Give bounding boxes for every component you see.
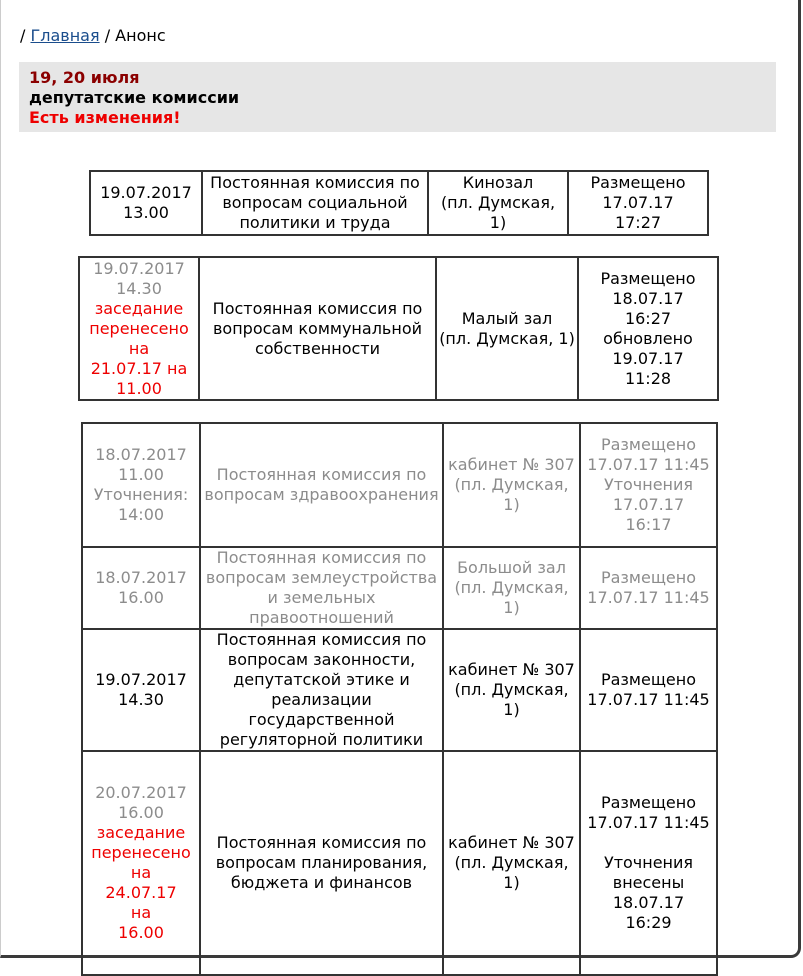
rescheduled-note: заседание	[94, 298, 184, 318]
status-line: внесены	[612, 873, 685, 892]
date-text: 19.07.2017	[93, 258, 185, 278]
status-line: 11:28	[624, 368, 672, 388]
date-cell	[82, 423, 200, 547]
status-spacer	[583, 833, 714, 853]
clarified-time: 14:00	[117, 505, 165, 524]
status-line: Уточнения	[603, 475, 694, 494]
banner-title: депутатские комиссии	[29, 88, 240, 107]
status-line: Размещено	[600, 568, 697, 587]
date-cell	[82, 629, 200, 751]
table-row	[90, 171, 708, 235]
status-line: 17.07.17	[602, 193, 674, 212]
table-row	[82, 751, 717, 975]
commission-cell: Постоянная комиссия по вопросам социальной политики и труда	[202, 171, 428, 235]
clarification-label: Уточнения:	[93, 485, 189, 504]
place-address: (пл. Думская, 1)	[440, 193, 556, 232]
place-cell	[443, 751, 580, 975]
status-line: 19.07.17	[612, 348, 684, 368]
banner-date: 19, 20 июля	[29, 68, 140, 87]
place-cell	[443, 629, 580, 751]
rescheduled-note: заседание	[96, 823, 186, 842]
place-room: кабинет № 307	[448, 833, 575, 852]
place-address: (пл. Думская, 1)	[454, 475, 569, 514]
rescheduled-note: 11.00	[116, 378, 162, 398]
time-text: 13.00	[123, 203, 169, 222]
time-text: 16.00	[118, 588, 164, 607]
status-line: обновлено	[603, 328, 693, 348]
status-line: 17:27	[614, 213, 662, 232]
place-cell	[443, 547, 580, 629]
status-cell	[580, 547, 717, 629]
status-line: 16:27	[624, 308, 672, 328]
place-address: (пл. Думская, 1)	[454, 680, 569, 719]
rescheduled-note: на	[130, 863, 152, 882]
status-line: Размещено	[600, 793, 697, 812]
status-line: 18.07.17	[612, 288, 684, 308]
status-line: 17.07.17 11:45	[587, 588, 710, 607]
place-cell	[436, 257, 578, 400]
status-line: 17.07.17	[612, 495, 685, 514]
time-text: 14.30	[118, 690, 164, 709]
breadcrumb-separator: /	[104, 26, 111, 45]
status-line: 16:29	[625, 913, 672, 932]
date-cell	[79, 257, 199, 400]
date-text: 18.07.2017	[95, 568, 187, 587]
status-line: 18.07.17	[612, 893, 685, 912]
announcement-banner	[19, 62, 776, 132]
commission-cell: Постоянная комиссия по вопросам планирования, бюджета и финансов	[200, 751, 443, 975]
date-text: 19.07.2017	[100, 183, 192, 202]
status-line: 17.07.17 11:45	[587, 813, 710, 832]
status-line: 17.07.17 11:45	[587, 690, 710, 709]
place-address: (пл. Думская, 1)	[454, 853, 569, 892]
place-cell	[428, 171, 568, 235]
schedule-table-2	[78, 256, 719, 401]
status-cell	[568, 171, 708, 235]
status-line: Размещено	[600, 670, 697, 689]
rescheduled-note: на	[130, 903, 152, 922]
table-row	[82, 629, 717, 751]
rescheduled-note: 16.00	[118, 923, 164, 942]
date-cell	[82, 547, 200, 629]
place-room: Малый зал	[461, 308, 553, 328]
time-text: 16.00	[118, 803, 164, 822]
place-room: кабинет № 307	[448, 660, 575, 679]
rescheduled-note: перенесено	[91, 843, 191, 862]
place-address: (пл. Думская, 1)	[454, 578, 569, 617]
status-cell	[580, 751, 717, 975]
commission-cell: Постоянная комиссия по вопросам коммунальной собственности	[199, 257, 436, 400]
status-line: Размещено	[590, 173, 686, 192]
schedule-table-1	[89, 170, 709, 236]
commission-cell: Постоянная комиссия по вопросам землеустройства и земельных правоотношений	[200, 547, 443, 629]
rescheduled-note: 21.07.17 на	[90, 358, 188, 378]
date-text: 20.07.2017	[95, 783, 187, 802]
status-cell	[580, 629, 717, 751]
banner-changes-note: Есть изменения!	[29, 108, 181, 127]
schedule-table-3	[81, 422, 718, 976]
date-text: 18.07.2017	[95, 445, 187, 464]
time-text: 14.30	[116, 278, 162, 298]
place-room: Большой зал	[457, 558, 566, 577]
status-line: Размещено	[600, 435, 697, 454]
status-line: Уточнения	[603, 853, 694, 872]
breadcrumb	[20, 26, 166, 45]
place-address: (пл. Думская, 1)	[439, 328, 575, 348]
status-cell	[578, 257, 718, 400]
rescheduled-note: 24.07.17	[105, 883, 177, 902]
place-cell	[443, 423, 580, 547]
breadcrumb-current: Анонс	[115, 26, 166, 45]
place-room: кабинет № 307	[448, 455, 575, 474]
date-cell	[90, 171, 202, 235]
status-line: 16:17	[625, 515, 672, 534]
rescheduled-note: перенесено на	[89, 318, 189, 358]
table-row	[82, 547, 717, 629]
commission-cell: Постоянная комиссия по вопросам здравоохранения	[200, 423, 443, 547]
commission-cell: Постоянная комиссия по вопросам законности, депутатской этике и реализации государственной регуляторной политики	[200, 629, 443, 751]
breadcrumb-home-link[interactable]: Главная	[30, 26, 100, 45]
table-row	[79, 257, 718, 400]
breadcrumb-separator: /	[20, 26, 26, 45]
table-row	[82, 423, 717, 547]
date-text: 19.07.2017	[95, 670, 187, 689]
status-cell	[580, 423, 717, 547]
date-cell	[82, 751, 200, 975]
place-room: Кинозал	[462, 173, 534, 192]
status-line: Размещено	[600, 268, 696, 288]
time-text: 11.00	[118, 465, 164, 484]
status-line: 17.07.17 11:45	[587, 455, 710, 474]
